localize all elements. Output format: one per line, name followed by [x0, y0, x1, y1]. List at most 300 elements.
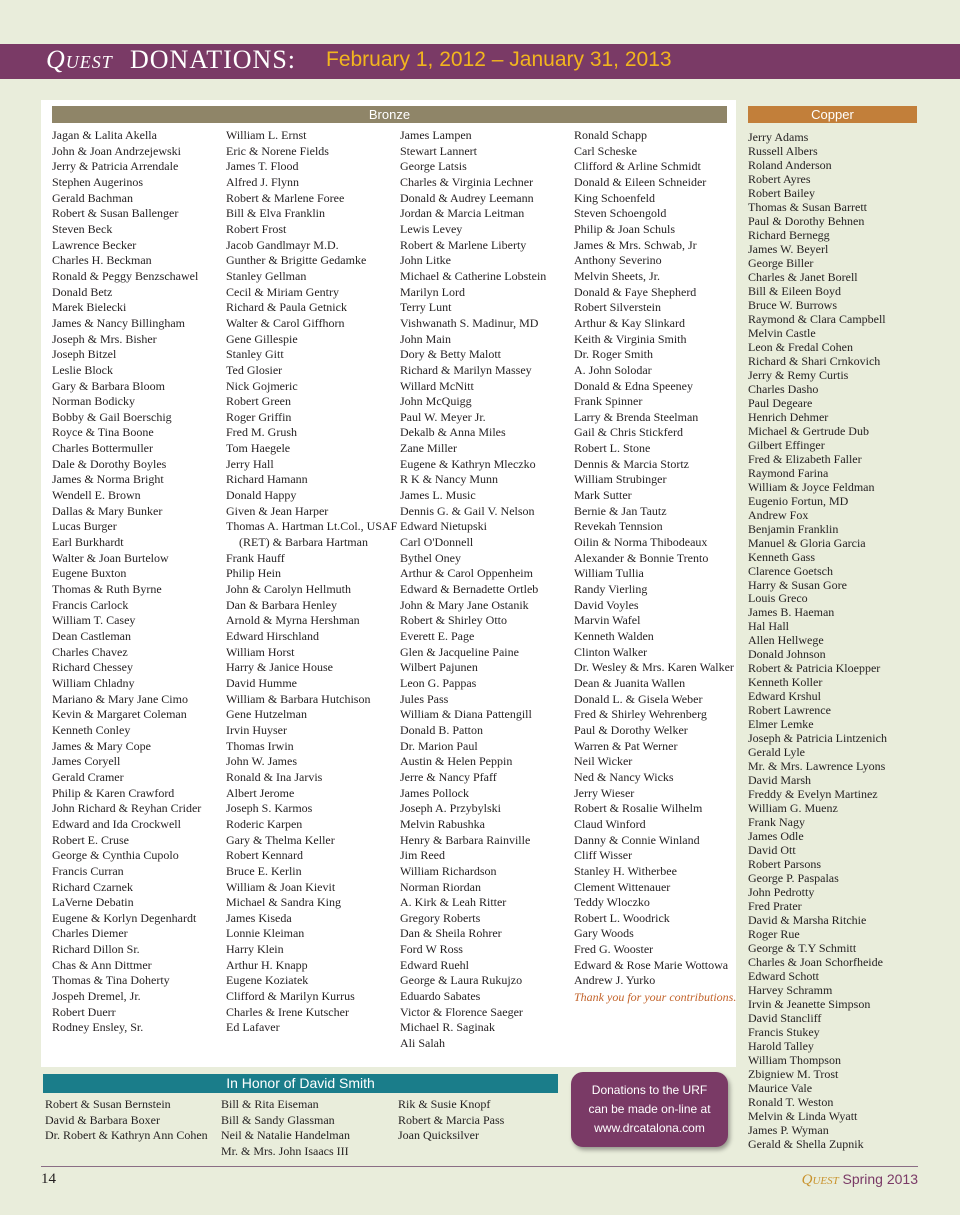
donor-name: Victor & Florence Saeger [400, 1004, 523, 1019]
donor-name: John McQuigg [400, 394, 472, 409]
donor-name: Jerre & Nancy Pfaff [400, 769, 497, 784]
donor-name: Donald L. & Gisela Weber [574, 691, 703, 706]
donor-name: Robert Green [226, 394, 291, 409]
donor-name: Allen Hellwege [748, 633, 824, 648]
donor-name: Richard & Marilyn Massey [400, 362, 532, 377]
donor-name: John W. James [226, 754, 298, 769]
donor-name: William Richardson [400, 863, 497, 878]
donor-name: Stanley Gellman [226, 268, 307, 283]
copper-heading: Copper [748, 106, 917, 123]
donor-name: John Main [400, 331, 451, 346]
donor-name: William Strubinger [574, 472, 667, 487]
footer-issue [802, 1171, 918, 1189]
donor-name: Warren & Pat Werner [574, 738, 678, 753]
donor-name: Mr. & Mrs. Lawrence Lyons [748, 759, 886, 774]
donor-name: Jerry Wieser [574, 785, 635, 800]
donor-name: James T. Flood [226, 159, 299, 174]
donor-name: Harold Talley [748, 1038, 814, 1053]
donor-name: Ronald & Peggy Benzschawel [52, 268, 199, 283]
donor-name: Eugene & Korlyn Degenhardt [52, 910, 197, 925]
donor-name: James Odle [748, 829, 804, 844]
donor-name: Lucas Burger [52, 519, 117, 534]
donor-name: John Litke [400, 253, 451, 268]
donor-name: Hal Hall [748, 619, 789, 634]
donor-name: Stanley Gitt [226, 347, 284, 362]
donor-name: Dean & Juanita Wallen [574, 675, 686, 690]
donor-name: Jospeh Dremel, Jr. [52, 989, 141, 1004]
donor-name: Dennis G. & Gail V. Nelson [400, 503, 535, 518]
donor-name: William G. Muenz [748, 801, 838, 816]
donor-name: Steven Schoengold [574, 206, 667, 221]
donor-name: Bill & Rita Eiseman [221, 1097, 319, 1111]
online-url[interactable]: www.drcatalona.com [594, 1121, 705, 1135]
donor-name: Kenneth Gass [748, 549, 815, 564]
donor-name: Ronald & Ina Jarvis [226, 769, 323, 784]
donor-name: Richard Hamann [226, 472, 308, 487]
donor-name: Bernie & Jan Tautz [574, 503, 667, 518]
donor-name: Bobby & Gail Boerschig [52, 409, 172, 424]
donor-name: Raymond Farina [748, 465, 829, 480]
donor-name: Tom Haegele [226, 441, 291, 456]
donor-name: Jerry Hall [226, 456, 274, 471]
donor-name: Robert E. Cruse [52, 832, 129, 847]
donor-name: Michael R. Saginak [400, 1020, 495, 1035]
donor-name: Arthur & Carol Oppenheim [400, 566, 533, 581]
donor-name: Mark Sutter [574, 488, 632, 503]
donor-name: Dory & Betty Malott [400, 347, 501, 362]
donor-name: Melvin Castle [748, 325, 816, 340]
donor-name: Bruce E. Kerlin [226, 863, 302, 878]
donor-name: James B. Haeman [748, 605, 835, 620]
donor-name: William & Joan Kievit [226, 879, 336, 894]
donor-name: Gary & Barbara Bloom [52, 378, 165, 393]
donor-name: Robert & Susan Bernstein [45, 1097, 171, 1111]
donor-name: Gene Gillespie [226, 331, 298, 346]
donor-name: Jerry & Remy Curtis [748, 367, 849, 382]
donor-name: Eugene Buxton [52, 566, 127, 581]
donor-name: Robert Kennard [226, 848, 303, 863]
donor-name: Stanley H. Witherbee [574, 863, 677, 878]
donor-name: Alfred J. Flynn [226, 174, 299, 189]
donor-name: Gunther & Brigitte Gedamke [226, 253, 367, 268]
donor-name: Rodney Ensley, Sr. [52, 1020, 144, 1035]
donor-name: Melvin & Linda Wyatt [748, 1108, 858, 1123]
donor-name: Dale & Dorothy Boyles [52, 456, 167, 471]
donor-name: Thomas Irwin [226, 738, 294, 753]
donor-name: John Richard & Reyhan Crider [52, 801, 202, 816]
donor-name: Robert Frost [226, 221, 287, 236]
donor-name: Ted Glosier [226, 362, 283, 377]
donor-name: Andrew J. Yurko [574, 973, 656, 988]
donor-name: Benjamin Franklin [748, 521, 839, 536]
donor-name: William Horst [226, 644, 295, 659]
donor-name: Fred M. Grush [226, 425, 297, 440]
donor-name: Gary Woods [574, 926, 634, 941]
date-range: February 1, 2012 – January 31, 2013 [326, 48, 672, 71]
donor-name: Rik & Susie Knopf [398, 1097, 491, 1111]
donor-name: Leslie Block [52, 362, 113, 377]
donor-name: Fred & Elizabeth Faller [748, 451, 862, 466]
donor-name: Dennis & Marcia Stortz [574, 456, 689, 471]
donor-name: Donald & Faye Shepherd [574, 284, 697, 299]
donor-name: Edward Ruehl [400, 957, 469, 972]
donor-name: Donald Johnson [748, 647, 826, 662]
honor-heading: In Honor of David Smith [43, 1074, 558, 1093]
donor-name: Cecil & Miriam Gentry [226, 284, 339, 299]
donor-name: Richard & Paula Getnick [226, 300, 347, 315]
donor-name: Philip & Karen Crawford [52, 785, 175, 800]
donor-name: Arnold & Myrna Hershman [226, 613, 360, 628]
donor-name: Clifford & Marilyn Kurrus [226, 989, 355, 1004]
donor-name: Charles & Joan Schorfheide [748, 955, 883, 970]
donor-name: Carl Scheske [574, 143, 637, 158]
donor-name: Walter & Joan Burtelow [52, 550, 169, 565]
honor-column-2 [221, 1097, 401, 1159]
donor-name: Ford W Ross [400, 942, 463, 957]
donor-name: John Pedrotty [748, 885, 815, 900]
donor-name: Kenneth Koller [748, 675, 823, 690]
donor-name: Dekalb & Anna Miles [400, 425, 506, 440]
donor-name: Alexander & Bonnie Trento [574, 550, 709, 565]
donor-name: Ali Salah [400, 1036, 445, 1051]
donor-name: William Thompson [748, 1052, 841, 1067]
donor-name: Roger Rue [748, 927, 800, 942]
donor-name: Gerald & Shella Zupnik [748, 1136, 864, 1151]
donor-name: Melvin Rabushka [400, 816, 485, 831]
donor-name: Elmer Lemke [748, 717, 814, 732]
bronze-heading: Bronze [52, 106, 727, 123]
donor-name: Paul Degeare [748, 395, 813, 410]
donor-name: Arthur & Kay Slinkard [574, 315, 685, 330]
donor-name: Robert & Marcia Pass [398, 1112, 505, 1127]
donor-name: Charles & Virginia Lechner [400, 174, 534, 189]
bronze-column-2 [226, 128, 398, 1036]
donor-name: Robert & Marlene Liberty [400, 237, 527, 252]
donor-name: Roderic Karpen [226, 816, 303, 831]
donor-name: James & Norma Bright [52, 472, 164, 487]
donor-name: Bill & Sandy Glassman [221, 1112, 335, 1127]
donor-name: Roland Anderson [748, 157, 832, 172]
donor-name: Edward & Rose Marie Wottowa [574, 957, 729, 972]
donor-name: Melvin Sheets, Jr. [574, 268, 660, 283]
donor-name: Andrew Fox [748, 507, 809, 522]
donor-name: Ronald T. Weston [748, 1094, 834, 1109]
donor-name: Charles Dasho [748, 381, 819, 396]
donor-name: Oilin & Norma Thibodeaux [574, 535, 708, 550]
donor-name: Dr. Roger Smith [574, 347, 654, 362]
donor-name: John & Joan Andrzejewski [52, 143, 181, 158]
donor-name: Francis Carlock [52, 597, 129, 612]
donor-name: James & Nancy Billingham [52, 315, 185, 330]
copper-list [748, 130, 923, 1151]
donor-name: Norman Riordan [400, 879, 481, 894]
donor-name: Richard Czarnek [52, 879, 133, 894]
donor-name: Marvin Wafel [574, 613, 641, 628]
donor-name: Cliff Wisser [574, 848, 633, 863]
donor-name: Jordan & Marcia Leitman [400, 206, 525, 221]
donor-name: James & Mary Cope [52, 738, 151, 753]
donor-name: Donald & Edna Speeney [574, 378, 693, 393]
donor-name: Edward and Ida Crockwell [52, 816, 181, 831]
donor-name: George & T.Y Schmitt [748, 941, 857, 956]
honor-column-1 [45, 1097, 225, 1144]
bronze-column-3 [400, 128, 572, 1052]
donor-name: Marek Bielecki [52, 300, 127, 315]
donor-name: Leon G. Pappas [400, 675, 477, 690]
donor-name: Raymond & Clara Campbell [748, 311, 886, 326]
donor-name: Albert Jerome [226, 785, 295, 800]
donor-name: Michael & Sandra King [226, 895, 341, 910]
donor-name: Bruce W. Burrows [748, 297, 837, 312]
donor-name: Harry Klein [226, 942, 284, 957]
footer-season: Spring 2013 [842, 1171, 918, 1187]
thank-you-note: Thank you for your contributions. [574, 990, 737, 1005]
donor-name: Clifford & Arline Schmidt [574, 159, 701, 174]
title-banner [0, 44, 960, 79]
donor-name: Jim Reed [400, 848, 445, 863]
donor-name: Roger Griffin [226, 409, 292, 424]
donor-name: Claud Winford [574, 816, 646, 831]
donor-name: Eugene Koziatek [226, 973, 309, 988]
donor-name: Robert L. Woodrick [574, 910, 670, 925]
donor-name: Larry & Brenda Steelman [574, 409, 699, 424]
donor-name: Gerald Lyle [748, 745, 805, 760]
donor-name: Fred G. Wooster [574, 942, 654, 957]
donor-name: Robert L. Stone [574, 441, 651, 456]
donor-name: Robert & Rosalie Wilhelm [574, 801, 703, 816]
donor-name: A. John Solodar [574, 362, 652, 377]
donor-name: Frank Nagy [748, 815, 805, 830]
donor-name: Donald Happy [226, 488, 297, 503]
donor-name: Given & Jean Harper [226, 503, 329, 518]
footer-rule [41, 1166, 918, 1167]
donor-name: Donald Betz [52, 284, 113, 299]
donor-name: Ned & Nancy Wicks [574, 769, 674, 784]
donor-name: Eric & Norene Fields [226, 143, 329, 158]
donor-name: Paul & Dorothy Welker [574, 722, 688, 737]
donor-name: James P. Wyman [748, 1122, 829, 1137]
donor-name: Fred Prater [748, 899, 802, 914]
donor-name: George & Cynthia Cupolo [52, 848, 179, 863]
donor-name: Neil Wicker [574, 754, 633, 769]
donor-name: Gary & Thelma Keller [226, 832, 335, 847]
donor-name: Irvin & Jeanette Simpson [748, 997, 871, 1012]
online-line-1: Donations to the URF [591, 1083, 708, 1097]
donor-name: David Ott [748, 843, 796, 858]
donor-name: William L. Ernst [226, 128, 307, 142]
donor-name: Stewart Lannert [400, 143, 477, 158]
donor-name: Gail & Chris Stickferd [574, 425, 683, 440]
donor-name: Marilyn Lord [400, 284, 465, 299]
donor-name: James & Mrs. Schwab, Jr [574, 237, 697, 252]
donor-name: Jagan & Lalita Akella [52, 128, 157, 142]
donor-name: Zbigniew M. Trost [748, 1066, 839, 1081]
donor-name: Leon & Fredal Cohen [748, 339, 853, 354]
donor-name: Kenneth Conley [52, 722, 131, 737]
donor-name: Edward Hirschland [226, 629, 319, 643]
donor-name: Charles & Irene Kutscher [226, 1004, 349, 1019]
donor-name: Gilbert Effinger [748, 437, 825, 452]
donor-name: David Voyles [574, 597, 639, 612]
donor-name: Joseph Bitzel [52, 347, 117, 362]
donor-name: Frank Spinner [574, 394, 643, 409]
donor-name: Richard & Shari Crnkovich [748, 353, 881, 368]
donor-name: Jerry & Patricia Arrendale [52, 159, 179, 174]
donor-name: King Schoenfeld [574, 190, 655, 205]
donor-name: Irvin Huyser [226, 722, 287, 737]
honor-column-3 [398, 1097, 578, 1144]
donor-name: Eugene & Kathryn Mleczko [400, 456, 536, 471]
donor-name: Donald & Audrey Leemann [400, 190, 534, 205]
donor-name: James L. Music [400, 488, 476, 503]
donor-name: James Lampen [400, 128, 472, 142]
donor-name: Henrich Dehmer [748, 409, 829, 424]
donor-name: Clarence Goetsch [748, 563, 833, 578]
donor-name: Jerry Adams [748, 130, 809, 144]
donor-name: Dr. Robert & Kathryn Ann Cohen [45, 1128, 208, 1142]
donor-name: Willard McNitt [400, 378, 474, 393]
donor-name: Revekah Tennsion [574, 519, 663, 534]
donor-name: James W. Beyerl [748, 241, 829, 256]
donor-name: Dr. Marion Paul [400, 738, 478, 753]
donor-name: William Chladny [52, 675, 135, 690]
donor-name: Arthur H. Knapp [226, 957, 308, 972]
donor-name: Robert Bailey [748, 185, 815, 200]
donor-name: Henry & Barbara Rainville [400, 832, 531, 847]
donor-name: Francis Stukey [748, 1025, 820, 1039]
donor-name: Earl Burkhardt [52, 535, 124, 550]
donor-name: Robert Parsons [748, 857, 821, 872]
donor-name: Louis Greco [748, 591, 808, 606]
donor-name: Dallas & Mary Bunker [52, 503, 163, 518]
donor-name: Lewis Levey [400, 221, 463, 236]
donor-name: Charles Bottermuller [52, 441, 153, 456]
donor-name: Gerald Bachman [52, 190, 133, 205]
donor-name: Mr. & Mrs. John Isaacs III [221, 1143, 349, 1158]
bronze-column-4 [574, 128, 746, 1004]
donor-name: Joseph A. Przybylski [400, 801, 502, 816]
donor-name: Clinton Walker [574, 644, 648, 659]
quest-title: Quest [46, 45, 113, 74]
footer-quest: Quest [801, 1172, 839, 1188]
donor-name: Fred & Shirley Wehrenberg [574, 707, 707, 722]
donor-name: Eduardo Sabates [400, 989, 481, 1004]
donor-name: Manuel & Gloria Garcia [748, 535, 866, 550]
donor-name: Richard Chessey [52, 660, 133, 675]
donor-name: Thomas & Tina Doherty [52, 973, 170, 988]
donor-name: Kevin & Margaret Coleman [52, 707, 187, 722]
donor-name: James Pollock [400, 785, 469, 800]
donor-name: Thomas & Ruth Byrne [52, 582, 162, 597]
donor-name: Maurice Vale [748, 1080, 813, 1095]
donor-name: George P. Paspalas [748, 871, 839, 886]
donor-name: Charles Chavez [52, 644, 128, 659]
donor-name: William T. Casey [52, 613, 136, 628]
donor-name: Walter & Carol Giffhorn [226, 315, 345, 330]
donor-name: Teddy Wloczko [574, 895, 650, 910]
donor-name: Glen & Jacqueline Paine [400, 644, 519, 659]
donor-name: David & Marsha Ritchie [748, 913, 867, 928]
page-number: 14 [41, 1171, 56, 1187]
donor-name: William & Joyce Feldman [748, 479, 875, 494]
donor-name: Donald B. Patton [400, 722, 483, 737]
donor-name: Joseph S. Karmos [226, 801, 313, 816]
donor-name: Everett E. Page [400, 629, 475, 643]
donor-name: Harry & Janice House [226, 660, 333, 675]
donor-name: Ronald Schapp [574, 128, 647, 142]
donor-name: Anthony Severino [574, 253, 662, 268]
donor-name: George Biller [748, 255, 814, 270]
donor-name: Thomas & Susan Barrett [748, 199, 867, 214]
donor-name: Freddy & Evelyn Martinez [748, 787, 878, 802]
online-line-2: can be made on-line at [588, 1102, 711, 1116]
donor-name: Harvey Schramm [748, 983, 833, 998]
donor-name: Ed Lafaver [226, 1020, 280, 1035]
donor-name: Randy Vierling [574, 582, 648, 597]
donor-name: Charles & Janet Borell [748, 269, 858, 284]
donor-name: Dan & Barbara Henley [226, 597, 337, 612]
donor-name: Thomas A. Hartman Lt.Col., USAF (RET) & Barbara Hartman [226, 519, 398, 550]
donor-name: Dan & Sheila Rohrer [400, 926, 502, 941]
donor-name: David Stancliff [748, 1011, 822, 1026]
donor-name: Lawrence Becker [52, 237, 137, 252]
donor-name: Neil & Natalie Handelman [221, 1128, 350, 1142]
donor-name: Bill & Eileen Boyd [748, 283, 841, 298]
donor-name: Robert Lawrence [748, 703, 831, 718]
donor-name: Michael & Gertrude Dub [748, 423, 869, 438]
donor-name: Donald & Eileen Schneider [574, 174, 707, 189]
donor-name: Michael & Catherine Lobstein [400, 268, 547, 283]
donor-name: Lonnie Kleiman [226, 926, 305, 941]
donor-name: Joseph & Mrs. Bisher [52, 331, 157, 346]
donor-name: Edward Schott [748, 969, 819, 984]
donor-name: Terry Lunt [400, 300, 452, 315]
donor-name: Edward Nietupski [400, 519, 487, 534]
donor-name: David Humme [226, 675, 297, 690]
donor-name: Nick Gojmeric [226, 378, 298, 393]
donor-name: Zane Miller [400, 441, 457, 456]
donor-name: R K & Nancy Munn [400, 472, 498, 487]
donor-name: Steven Beck [52, 221, 113, 236]
donor-name: Robert Duerr [52, 1004, 116, 1019]
donor-name: David & Barbara Boxer [45, 1112, 160, 1127]
donor-name: Richard Dillon Sr. [52, 942, 140, 957]
donor-name: Kenneth Walden [574, 629, 654, 643]
donor-name: James Coryell [52, 754, 121, 769]
donor-name: Eugenio Fortun, MD [748, 493, 849, 508]
donor-name: William & Barbara Hutchison [226, 691, 371, 706]
donor-name: Russell Albers [748, 143, 818, 158]
donor-name: Royce & Tina Boone [52, 425, 154, 440]
donor-name: Jacob Gandlmayr M.D. [226, 237, 339, 252]
bronze-column-1 [52, 128, 224, 1036]
donor-name: John & Carolyn Hellmuth [226, 582, 351, 597]
donor-name: Charles H. Beckman [52, 253, 152, 268]
donor-name: Philip Hein [226, 566, 282, 581]
donor-name: Frank Hauff [226, 550, 285, 565]
donor-name: William & Diana Pattengill [400, 707, 532, 722]
donor-name: Bythel Oney [400, 550, 461, 565]
donor-name: Robert & Patricia Kloepper [748, 661, 881, 676]
donor-name: Norman Bodicky [52, 394, 135, 409]
donor-name: Robert & Shirley Otto [400, 613, 507, 628]
donor-name: Chas & Ann Dittmer [52, 957, 152, 972]
donor-name: Dean Castleman [52, 629, 131, 643]
donor-name: John & Mary Jane Ostanik [400, 597, 529, 612]
donor-name: Danny & Connie Winland [574, 832, 700, 847]
donor-name: Richard Bernegg [748, 227, 830, 242]
donor-name: William Tullia [574, 566, 644, 581]
